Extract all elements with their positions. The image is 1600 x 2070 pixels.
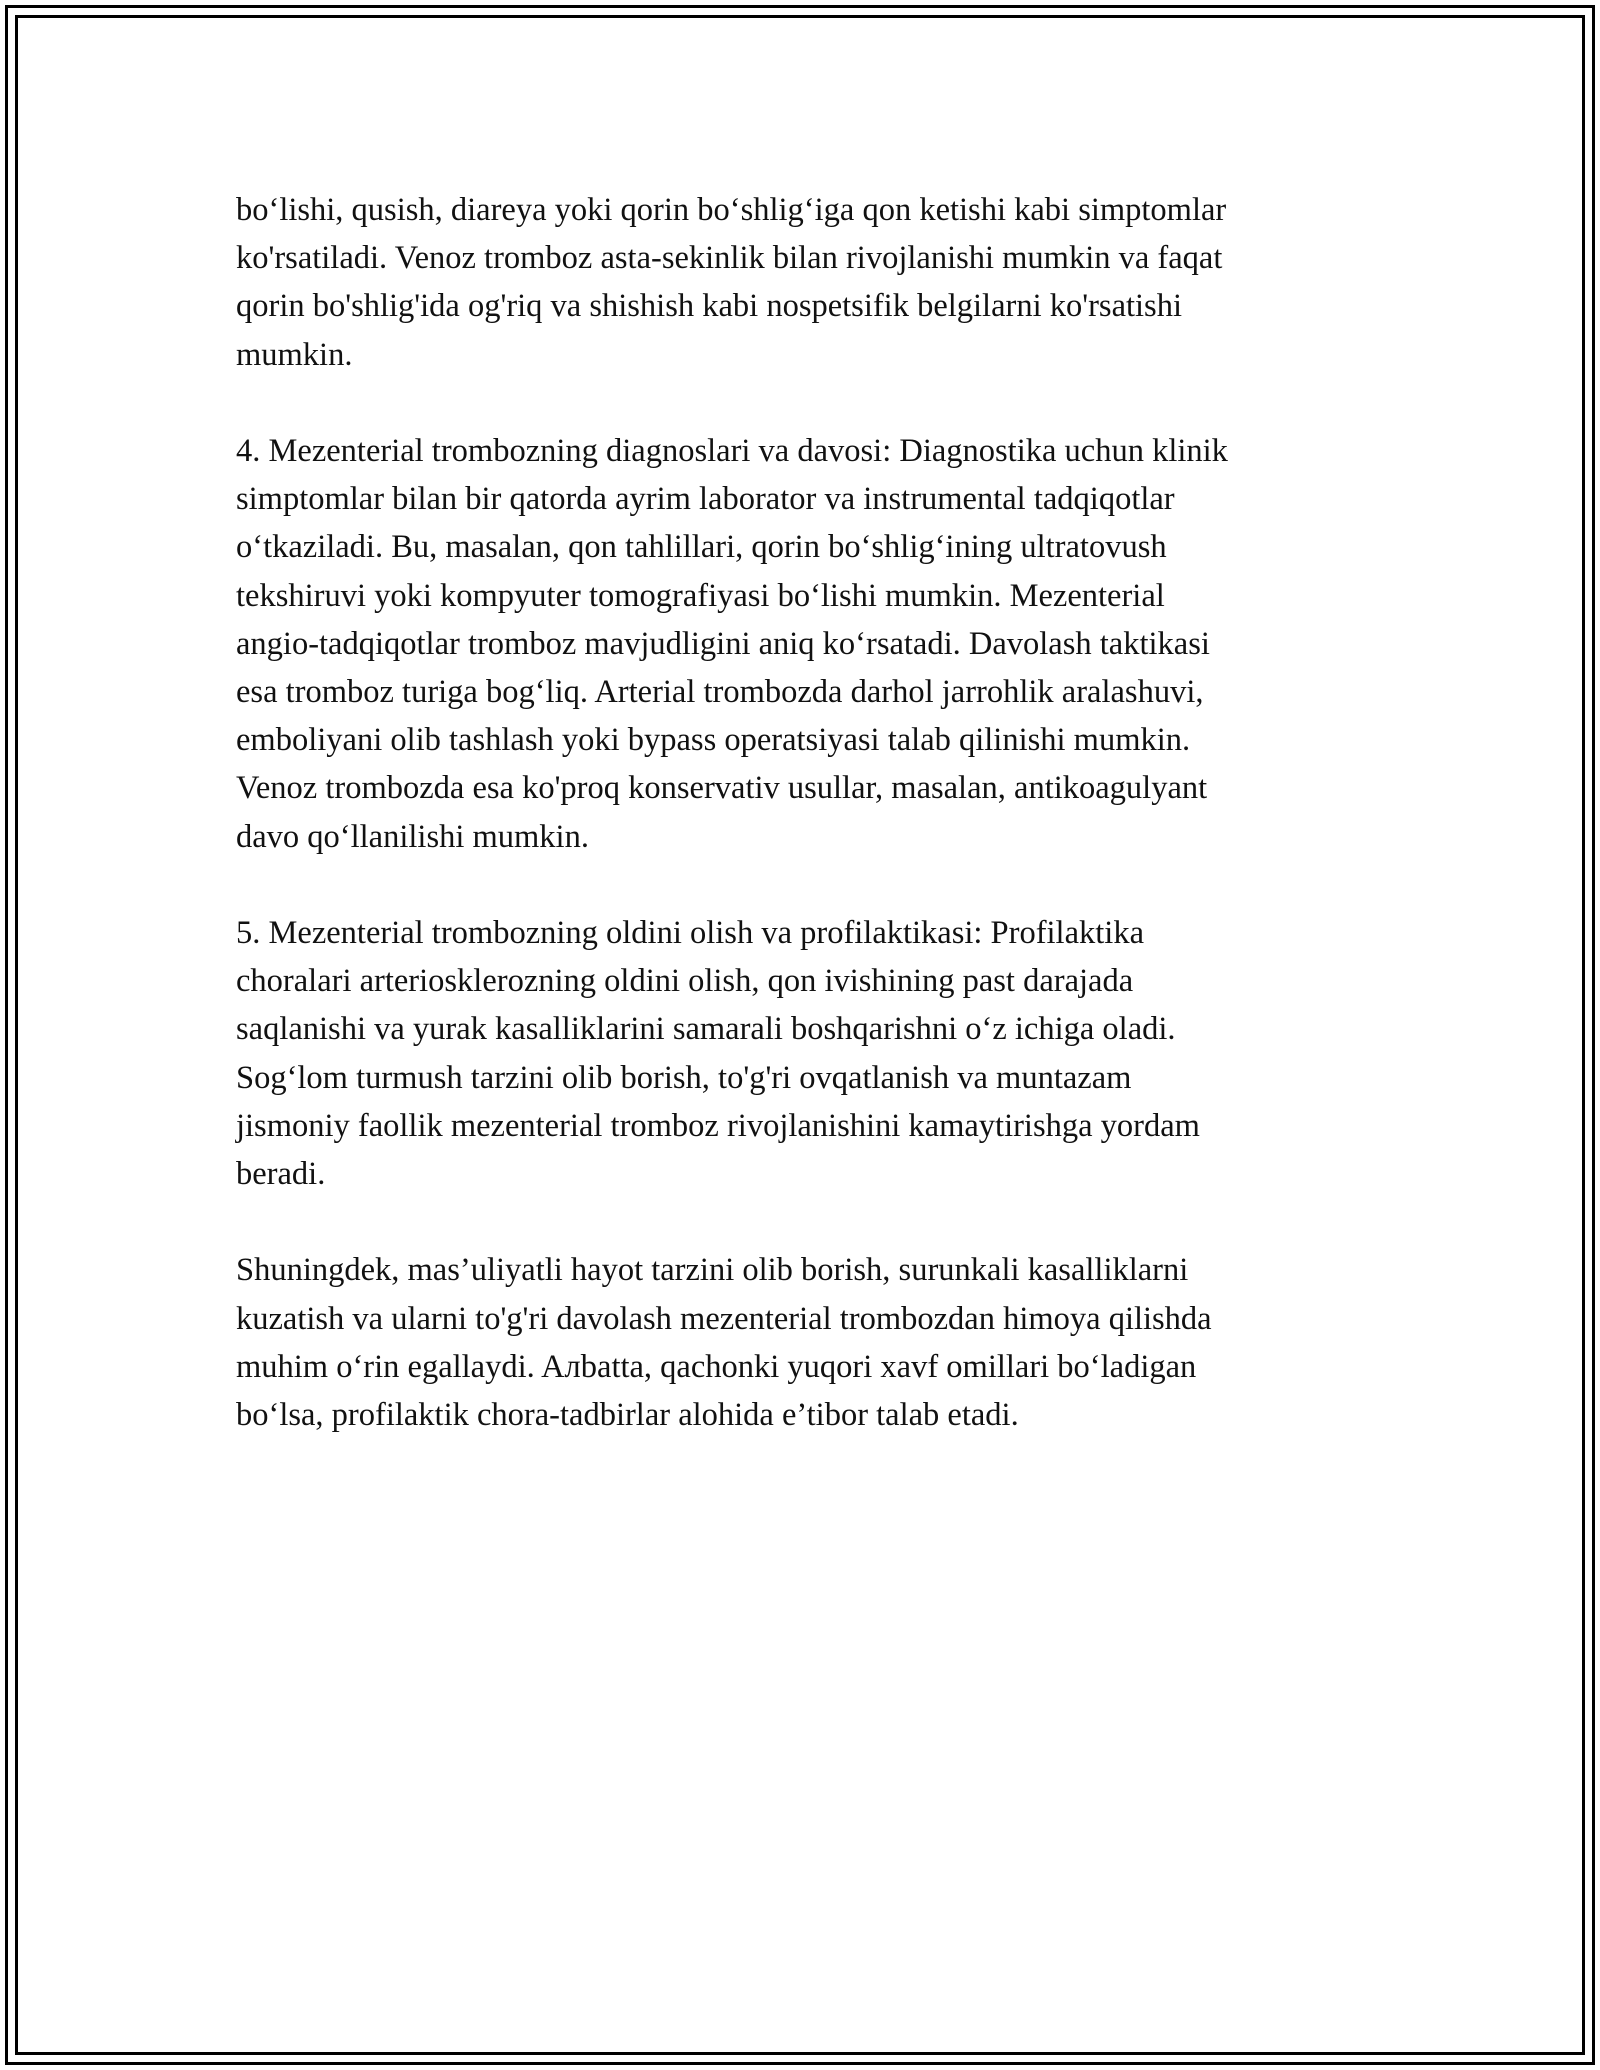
document-body [236,186,1356,1487]
text-line: qorin bo'shlig'ida og'riq va shishish kabi nospetsifik belgilarni ko'rsatishi [236,288,1182,325]
text-line: davo qo‘llanilishi mumkin. [236,818,589,855]
text-line: emboliyani olib tashlash yoki bypass operatsiyasi talab qilinishi mumkin. [236,722,1191,759]
paragraph-symptoms [236,186,1356,379]
text-line: jismoniy faollik mezenterial tromboz rivojlanishini kamaytirishga yordam [236,1107,1200,1144]
text-line: simptomlar bilan bir qatorda ayrim laborator va instrumental tadqiqotlar [236,481,1175,518]
text-line: bo‘lishi, qusish, diareya yoki qorin bo‘shlig‘iga qon ketishi kabi simptomlar [236,192,1227,228]
text-line: saqlanishi va yurak kasalliklarini samarali boshqarishni o‘z ichiga oladi. [236,1011,1176,1048]
text-line: bo‘lsa, profilaktik chora-tadbirlar alohida e’tibor talab etadi. [236,1397,1019,1434]
text-line: muhim o‘rin egallaydi. Aлbatta, qachonki yuqori xavf omillari bo‘ladigan [236,1348,1197,1385]
text-line: angio-tadqiqotlar tromboz mavjudligini aniq ko‘rsatadi. Davolash taktikasi [236,625,1210,662]
paragraph-prevention [236,909,1356,1198]
text-line: o‘tkaziladi. Bu, masalan, qon tahlillari, qorin bo‘shlig‘ining ultratovush [236,529,1167,566]
text-line: 4. Mezenterial trombozning diagnoslari va davosi: Diagnostika uchun klinik [236,433,1228,469]
text-line: 5. Mezenterial trombozning oldini olish va profilaktikasi: Profilaktika [236,915,1145,952]
text-line: kuzatish va ularni to'g'ri davolash mezenterial trombozdan himoya qilishda [236,1300,1212,1337]
text-line: Venoz trombozda esa ko'proq konservativ usullar, masalan, antikoagulyant [236,770,1208,807]
text-line: ko'rsatiladi. Venoz tromboz asta-sekinlik bilan rivojlanishi mumkin va faqat [236,240,1223,277]
text-line: Shuningdek, mas’uliyatli hayot tarzini olib borish, surunkali kasalliklarni [236,1252,1189,1289]
text-line: beradi. [236,1156,326,1193]
paragraph-conclusion [236,1246,1356,1439]
text-line: Sog‘lom turmush tarzini olib borish, to'g'ri ovqatlanish va muntazam [236,1059,1132,1096]
text-line: esa tromboz turiga bog‘liq. Arterial trombozda darhol jarrohlik aralashuvi, [236,674,1204,711]
text-line: tekshiruvi yoki kompyuter tomografiyasi bo‘lishi mumkin. Mezenterial [236,577,1165,614]
text-line: choralari arteriosklerozning oldini olish, qon ivishining past darajada [236,963,1134,1000]
paragraph-diagnosis-treatment [236,427,1356,861]
text-line: mumkin. [236,336,353,373]
